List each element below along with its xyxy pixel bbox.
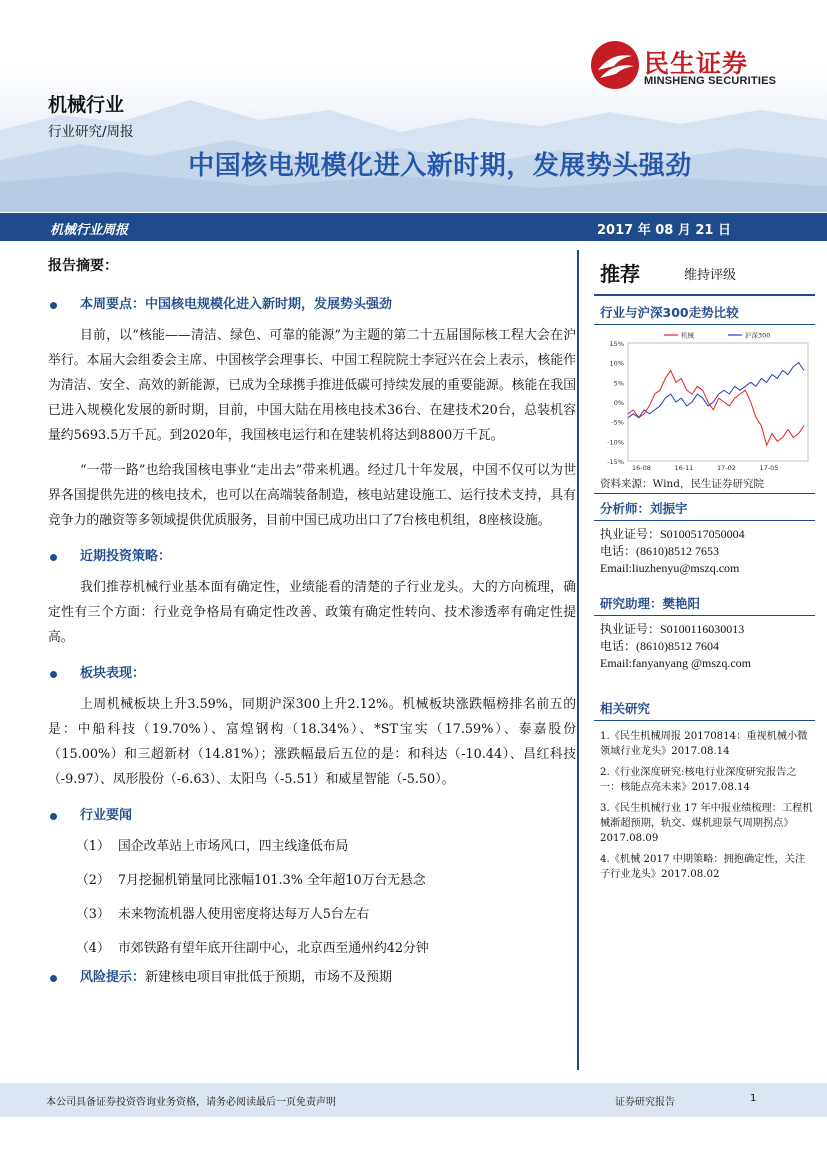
paragraph: 我们推荐机械行业基本面有确定性，业绩能看的清楚的子行业龙头。大的方向梳理，确定性有三个方面：行业竞争格局有确定性改善、政策有确定性转向、技术渗透率有确定性提高。 bbox=[48, 580, 576, 645]
bullet-dot-icon bbox=[50, 302, 57, 309]
series-line-1 bbox=[628, 363, 804, 418]
minsheng-logo-icon bbox=[590, 40, 640, 90]
y-tick-label: 0% bbox=[613, 399, 624, 407]
assistant-phone: 电话：(8610)8512 7604 bbox=[600, 639, 719, 653]
series-line-0 bbox=[628, 371, 804, 446]
legend-label: 沪深300 bbox=[745, 331, 771, 340]
y-tick-label: -15% bbox=[607, 458, 624, 466]
y-tick-label: -10% bbox=[607, 438, 624, 447]
y-tick-label: 5% bbox=[613, 379, 624, 388]
title-band bbox=[0, 213, 827, 241]
analyst-phone: 电话：(8610)8512 7653 bbox=[600, 544, 719, 558]
section-heading: 板块表现： bbox=[80, 666, 146, 681]
band-report-name: 机械行业周报 bbox=[50, 223, 129, 238]
sidebar bbox=[580, 250, 827, 888]
assistant-email[interactable]: Email:fanyanyang @mszq.com bbox=[600, 656, 752, 670]
chart-source: 资料来源：Wind，民生证券研究院 bbox=[600, 478, 764, 490]
analyst-email[interactable]: Email:liuzhenyu@mszq.com bbox=[600, 561, 740, 575]
analyst-cert: 执业证号：S0100517050004 bbox=[600, 527, 745, 541]
sidebar-divider bbox=[577, 250, 579, 1070]
section-heading: 风险提示： bbox=[80, 970, 146, 985]
x-tick-label: 17-02 bbox=[717, 464, 736, 472]
logo-english: MINSHENG SECURITIES bbox=[644, 75, 777, 87]
list-item: （4） 市郊铁路有望年底开往副中心，北京西至通州约42分钟 bbox=[76, 941, 429, 956]
related-list bbox=[580, 729, 827, 882]
bullet-dot-icon bbox=[50, 671, 57, 678]
related-title: 相关研究 bbox=[600, 701, 651, 716]
logo-chinese: 民生证券 bbox=[644, 49, 749, 78]
y-tick-label: 15% bbox=[609, 340, 624, 348]
risk-text: 新建核电项目审批低于预期，市场不及预期 bbox=[145, 970, 393, 985]
list-item: （1） 国企改革站上市场风口，四主线逢低布局 bbox=[76, 839, 349, 854]
x-tick-label: 16-11 bbox=[674, 464, 694, 472]
news-list bbox=[48, 830, 576, 966]
related-item[interactable]: 1.《民生机械周报 20170814：重视机械小微领域行业龙头》2017.08.14 bbox=[600, 731, 808, 757]
list-item: （2） 7月挖掘机销量同比涨幅101.3% 全年超10万台无悬念 bbox=[76, 873, 426, 888]
related-item[interactable]: 3.《民生机械行业 17 年中报业绩梳理：工程机械渐超预期，轨交、煤机迎景气周期拐点》2017.08.09 bbox=[600, 803, 813, 844]
section-risk bbox=[48, 968, 576, 988]
bullet-dot-icon bbox=[50, 554, 57, 561]
section-industry-news bbox=[48, 806, 576, 826]
footer-disclaimer: 本公司具备证券投资咨询业务资格，请务必阅读最后一页免责声明 bbox=[46, 1097, 336, 1108]
industry-label: 机械行业 bbox=[48, 94, 125, 116]
plot-frame bbox=[628, 343, 808, 461]
rating-value: 推荐 bbox=[600, 262, 640, 286]
page-footer bbox=[0, 1083, 827, 1117]
section-strategy bbox=[48, 547, 576, 567]
line-chart bbox=[594, 325, 815, 475]
bullet-dot-icon bbox=[50, 813, 57, 820]
page-title: 中国核电规模化进入新时期，发展势头强劲 bbox=[188, 151, 692, 181]
list-item: （3） 未来物流机器人使用密度将达每万人5台左右 bbox=[76, 907, 370, 922]
related-item[interactable]: 2.《行业深度研究:核电行业深度研究报告之一：核能点亮未来》2017.08.14 bbox=[600, 767, 797, 793]
y-tick-label: -5% bbox=[611, 418, 624, 427]
chart-title: 行业与沪深300走势比较 bbox=[600, 305, 739, 320]
footer-label: 证券研究报告 bbox=[615, 1097, 675, 1108]
bullet-dot-icon bbox=[50, 975, 57, 982]
rating-box bbox=[580, 250, 827, 294]
paragraph: 目前，以“核能——清洁、绿色、可靠的能源”为主题的第二十五届国际核工程大会在沪举行。本届大会组委会主席、中国核学会理事长、中国工程院院士李冠兴在会上表示，核能作为清洁、安全、高效的新能源，已成为全球携手推进低碳可持续发展的重要能源。核能在我国已进入规模化发展的新时期，目前，中国大陆在用核电技术36台、在建技术20台，总装机容量约5693.5万千瓦。到2020年，我国核电运行和在建装机将达到8800万千瓦。 bbox=[48, 328, 576, 443]
paragraph: “一带一路”也给我国核电事业“走出去”带来机遇。经过几十年发展，中国不仅可以为世界各国提供先进的核电技术，也可以在高端装备制造，核电站建设施工、运行技术支持，具有竞争力的融资等多领域提供优质服务，目前中国已成功出口了7台核电机组，8座核设施。 bbox=[48, 463, 576, 528]
section-heading: 本周要点：中国核电规模化进入新时期，发展势头强劲 bbox=[80, 297, 393, 312]
related-item[interactable]: 4.《机械 2017 中期策略：拥抱确定性，关注子行业龙头》2017.08.02 bbox=[600, 854, 806, 880]
summary-heading: 报告摘要： bbox=[48, 258, 118, 274]
report-header bbox=[0, 0, 827, 212]
rating-note: 维持评级 bbox=[684, 268, 737, 283]
section-heading: 行业要闻 bbox=[80, 808, 133, 823]
legend-label: 机械 bbox=[681, 331, 694, 340]
main-column bbox=[48, 255, 576, 988]
report-type: 行业研究/周报 bbox=[48, 124, 134, 140]
section-weekly-focus bbox=[48, 295, 576, 315]
brand-logo bbox=[590, 40, 790, 96]
report-date: 2017 年 08 月 21 日 bbox=[597, 223, 731, 238]
analyst-title: 分析师：刘振宇 bbox=[600, 501, 688, 516]
assistant-title: 研究助理：樊艳阳 bbox=[600, 596, 701, 611]
performance-chart bbox=[594, 325, 815, 475]
y-tick-label: 10% bbox=[609, 359, 624, 368]
page-number: 1 bbox=[750, 1093, 757, 1104]
assistant-cert: 执业证号：S0100116030013 bbox=[600, 622, 745, 636]
section-sector-performance bbox=[48, 664, 576, 684]
section-heading: 近期投资策略： bbox=[80, 549, 172, 564]
x-tick-label: 16-08 bbox=[632, 464, 651, 472]
paragraph: 上周机械板块上升3.59%，同期沪深300上升2.12%。机械板块涨跌幅榜排名前五的是：中船科技（19.70%）、富煌钢构（18.34%）、*ST宝实（17.59%）、泰嘉股份（15.00%）和三超新材（14.81%）；涨跌幅最后五位的是：和科达（-10.44）、昌红科技（-9.97）、凤形股份（-6.63）、太阳鸟（-5.51）和威星智能（-5.50）。 bbox=[48, 697, 576, 787]
x-tick-label: 17-05 bbox=[759, 464, 779, 472]
